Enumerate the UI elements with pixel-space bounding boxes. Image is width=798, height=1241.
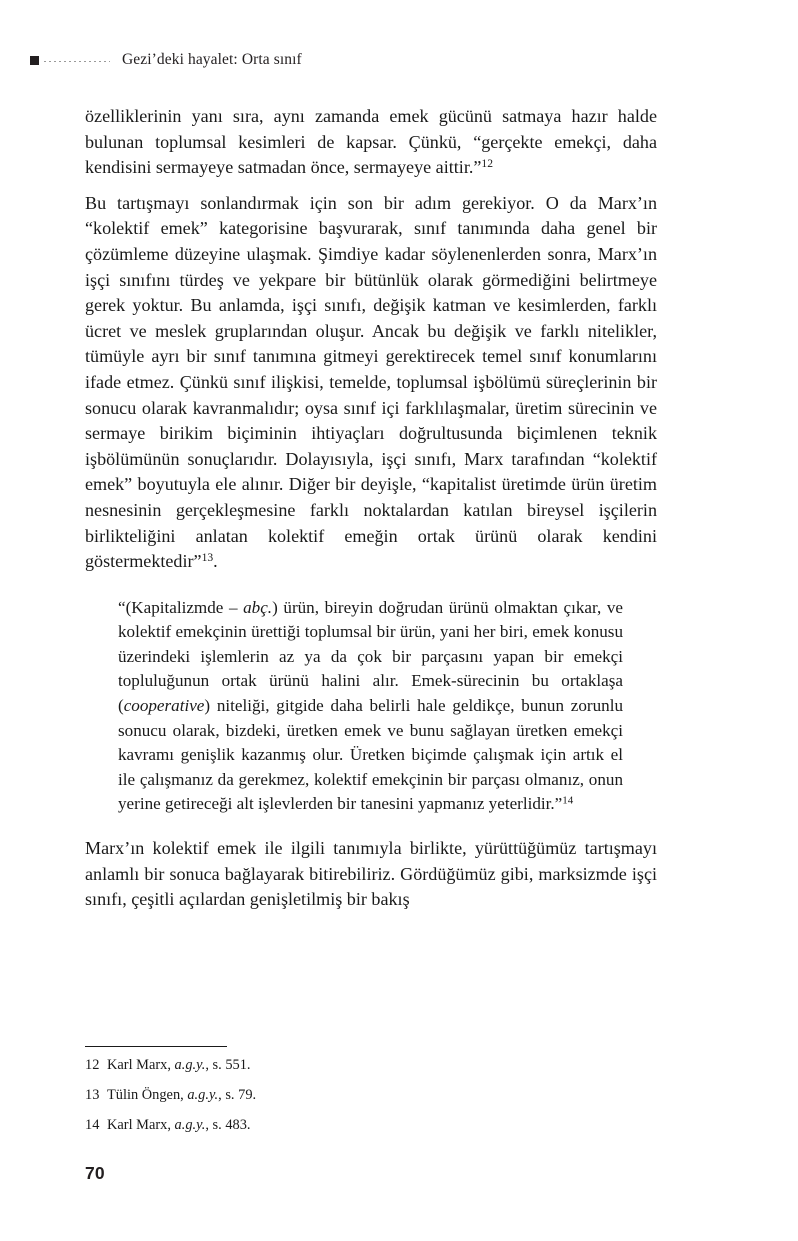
footnote-14-number: 14 (85, 1117, 100, 1133)
quote-segment-3: ) niteliği, gitgide daha belirli hale geldikçe, bunun zorunlu sonucu olarak, bizdeki, üretken emek ve bunu sağlayan üretken emekçi kavramı genişlik kazanmış olur. Üretken biçimde çalışmak için artık el ile çalışmanız da gerekmez, kolektif emekçinin bir parçası olmanız, onun yerine getireceği alt işlevlerden bir tanesini yapmanız yeterlidir.” (118, 696, 623, 814)
running-header-title: Gezi’deki hayalet: Orta sınıf (122, 51, 302, 68)
footnote-14-locator: , s. 483. (205, 1117, 251, 1133)
running-header (30, 48, 670, 72)
footnote-13-abbrev: a.g.y. (187, 1087, 219, 1103)
text-column (85, 104, 657, 913)
footnote-13 (85, 1087, 657, 1104)
footnote-separator-rule (85, 1046, 227, 1047)
square-bullet-icon (30, 56, 39, 65)
paragraph-main (85, 191, 657, 575)
paragraph-closing-text: Marx’ın kolektif emek ile ilgili tanımıyla birlikte, yürüttüğümüz tartışmayı anlamlı bir sonuca bağlayarak bitirebiliriz. Gördüğümüz gibi, marksizmde işçi sınıfı, çeşitli açılardan genişletilmiş bir bakış (85, 838, 657, 910)
footnote-12-locator: , s. 551. (205, 1057, 251, 1073)
footnote-13-number: 13 (85, 1087, 100, 1103)
footnote-12-author: Karl Marx, (107, 1057, 171, 1073)
paragraph-closing (85, 836, 657, 913)
footnote-12-abbrev: a.g.y. (174, 1057, 206, 1073)
footnote-13-author: Tülin Öngen, (107, 1087, 184, 1103)
footnote-14-abbrev: a.g.y. (174, 1117, 206, 1133)
quote-italic-abc: abç. (243, 597, 273, 617)
footnote-12-number: 12 (85, 1057, 100, 1073)
paragraph-continuation (85, 104, 657, 181)
footnote-13-locator: , s. 79. (218, 1087, 257, 1103)
footnote-ref-13[interactable]: 13 (201, 551, 214, 565)
dotted-leader-icon (44, 61, 110, 62)
paragraph-main-text: Bu tartışmayı sonlandırmak için son bir adım gerekiyor. O da Marx’ın “kolektif emek” kategorisine başvurarak, sınıf tanımında daha genel bir çözümleme düzeyine ulaşmak. Şimdiye kadar söylenenlerden sonra, Marx’ın işçi sınıfını türdeş ve yekpare bir bütünlük olarak görmediğini belirtmeye gerek yoktur. Bu anlamda, işçi sınıfı, değişik katman ve kesimlerden, farklı ücret ve meslek gruplarından oluşur. Ancak bu değişik ve farklı nitelikler, tümüyle ayrı bir sınıf tanımına gitmeyi gerektirecek temel sınıf konumlarını ifade etmez. Çünkü sınıf ilişkisi, temelde, toplumsal işbölümü süreçlerinin bir sonucu olarak kavranmalıdır; oysa sınıf içi farklılaşmalar, üretim sürecinin ve sermaye birikim biçiminin ihtiyaçları doğrultusunda biçimlenen teknik işbölümünün sonuçlarıdır. Dolayısıyla, işçi sınıfı, Marx tarafından “kolektif emek” boyutuyla ele alınır. Diğer bir deyişle, “kapitalist üretimde ürün üretim nesnesinin gerçekleşmesine farklı noktalardan katılan bireysel işçilerin birlikteliğini anlatan kolektif emeğin ortak ürünü olarak kendini göstermektedir” (85, 192, 657, 572)
quote-segment-2: ) ürün, bireyin doğrudan ürünü olmaktan çıkar, ve kolektif emekçinin ürettiği toplumsal bir ürün, yani her biri, emek konusu üzerindeki işlemlerin az ya da çok bir parçasını yapan bir emekçi topluluğunun ortak ürünü halini alır. Emek-sürecinin bu ortaklaşa ( (118, 597, 623, 716)
footnotes-area (85, 1046, 657, 1147)
quote-italic-cooperative: cooperative (123, 696, 205, 716)
paragraph-main-tail: . (213, 551, 218, 572)
footnote-12 (85, 1057, 657, 1074)
block-quote (85, 596, 657, 817)
footnote-ref-12[interactable]: 12 (481, 157, 493, 171)
footnote-14 (85, 1117, 657, 1134)
paragraph-continuation-text: özelliklerinin yanı sıra, aynı zamanda emek gücünü satmaya hazır halde bulunan toplumsal kesimleri de kapsar. Çünkü, “gerçekte emekçi, daha kendisini sermayeye satmadan önce, sermayeye aittir.” (85, 106, 657, 178)
page-number: 70 (85, 1163, 105, 1183)
quote-segment-1: “(Kapitalizmde – (118, 597, 244, 617)
footnote-14-author: Karl Marx, (107, 1117, 171, 1133)
block-quote-text (118, 596, 623, 817)
footnote-ref-14[interactable]: 14 (562, 794, 574, 807)
